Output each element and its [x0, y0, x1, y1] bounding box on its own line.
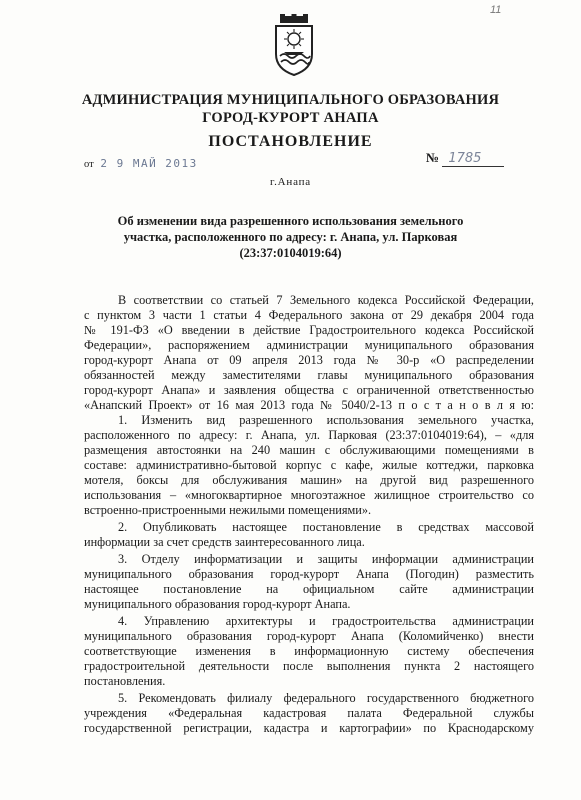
subject-line: Об изменении вида разрешенного использования земельного: [117, 214, 464, 228]
coat-of-arms-emblem: [270, 14, 318, 76]
body-line: 5. Рекомендовать филиалу федерального государственного бюджетного: [118, 691, 534, 705]
body-line: «Анапский Проект» от 16 мая 2013 года № 5040/2-13 п о с т а н о в л я ю:: [84, 398, 534, 412]
body-line: № 191-ФЗ «О введении в действие Градостроительного кодекса Российской: [84, 323, 534, 337]
issuing-authority-city: ГОРОД-КУРОРТ АНАПА: [202, 110, 379, 126]
body-line: с пунктом 3 части 1 статьи 4 Федерального закона от 29 декабря 2004 года: [84, 308, 534, 322]
body-line: 2. Опубликовать настоящее постановление в средствах массовой: [118, 520, 534, 534]
body-line: градостроительной деятельности после выполнения пункта 2 настоящего: [84, 659, 534, 673]
body-line: муниципального образования город-курорт Анапа (Погодин) разместить: [84, 567, 534, 581]
page-mark: 11: [490, 4, 502, 16]
body-line: постановления.: [84, 674, 166, 688]
city-of-issue: г.Анапа: [270, 176, 311, 188]
document-number: [426, 150, 504, 167]
body-line: встроенно-пристроенными нежилыми помещениями».: [84, 503, 372, 517]
subject-line: (23:37:0104019:64): [239, 246, 342, 260]
body-line: соответствующие изменения в информационную систему обеспечения: [84, 644, 534, 658]
body-line: В соответствии со статьей 7 Земельного кодекса Российской Федерации,: [118, 293, 534, 307]
date-stamp: 2 9 МАЙ 2013: [100, 157, 198, 170]
body-line: использования – «многоквартирное многоэтажное жилищное строительство со: [84, 488, 534, 502]
body-line: составе: административно-бытовой корпус с кафе, жилые коттеджи, парковка: [84, 458, 534, 472]
body-line: государственной регистрации, кадастра и картографии» по Краснодарскому: [84, 721, 534, 735]
subject-line: участка, расположенного по адресу: г. Анапа, ул. Парковая: [123, 230, 458, 244]
body-line: настоящее постановление на официальном сайте администрации: [84, 582, 534, 596]
body-line: Федерации», распоряжением администрации муниципального образования: [84, 338, 534, 352]
date-prefix: от: [84, 159, 94, 170]
body-line: мотеля, боксы для обслуживания машин» на другой вид разрешенного: [84, 473, 534, 487]
body-line: город-курорт Анапа» и заявления общества с ограниченной ответственностью: [84, 383, 534, 397]
body-line: расположенного по адресу: г. Анапа, ул. Парковая (23:37:0104019:64), – «для: [84, 428, 534, 442]
body-line: размещения автостоянки на 240 машин с обслуживающими помещениями в: [84, 443, 534, 457]
body-line: 1. Изменить вид разрешенного использования земельного участка,: [118, 413, 534, 427]
body-line: обязанностей между заместителями главы муниципального образования: [84, 368, 534, 382]
body-line: муниципального образования город-курорт Анапа (Коломийченко) внести: [84, 629, 534, 643]
document-type-title: ПОСТАНОВЛЕНИЕ: [208, 133, 373, 150]
body-line: 3. Отделу информатизации и защиты информации администрации: [118, 552, 534, 566]
handwritten-number: 1785: [442, 151, 504, 167]
body-line: информации за счет средств заинтересованного лица.: [84, 535, 365, 549]
number-prefix: №: [426, 150, 440, 165]
body-line: город-курорт Анапа от 09 апреля 2013 года № 30-р «О распределении: [84, 353, 534, 367]
body-line: муниципального образования город-курорт Анапа.: [84, 597, 351, 611]
document-date: [84, 157, 198, 170]
body-line: 4. Управлению архитектуры и градостроительства администрации: [118, 614, 534, 628]
issuing-authority: АДМИНИСТРАЦИЯ МУНИЦИПАЛЬНОГО ОБРАЗОВАНИЯ: [81, 92, 500, 108]
body-line: учреждения «Федеральная кадастровая палата Федеральной службы: [84, 706, 534, 720]
